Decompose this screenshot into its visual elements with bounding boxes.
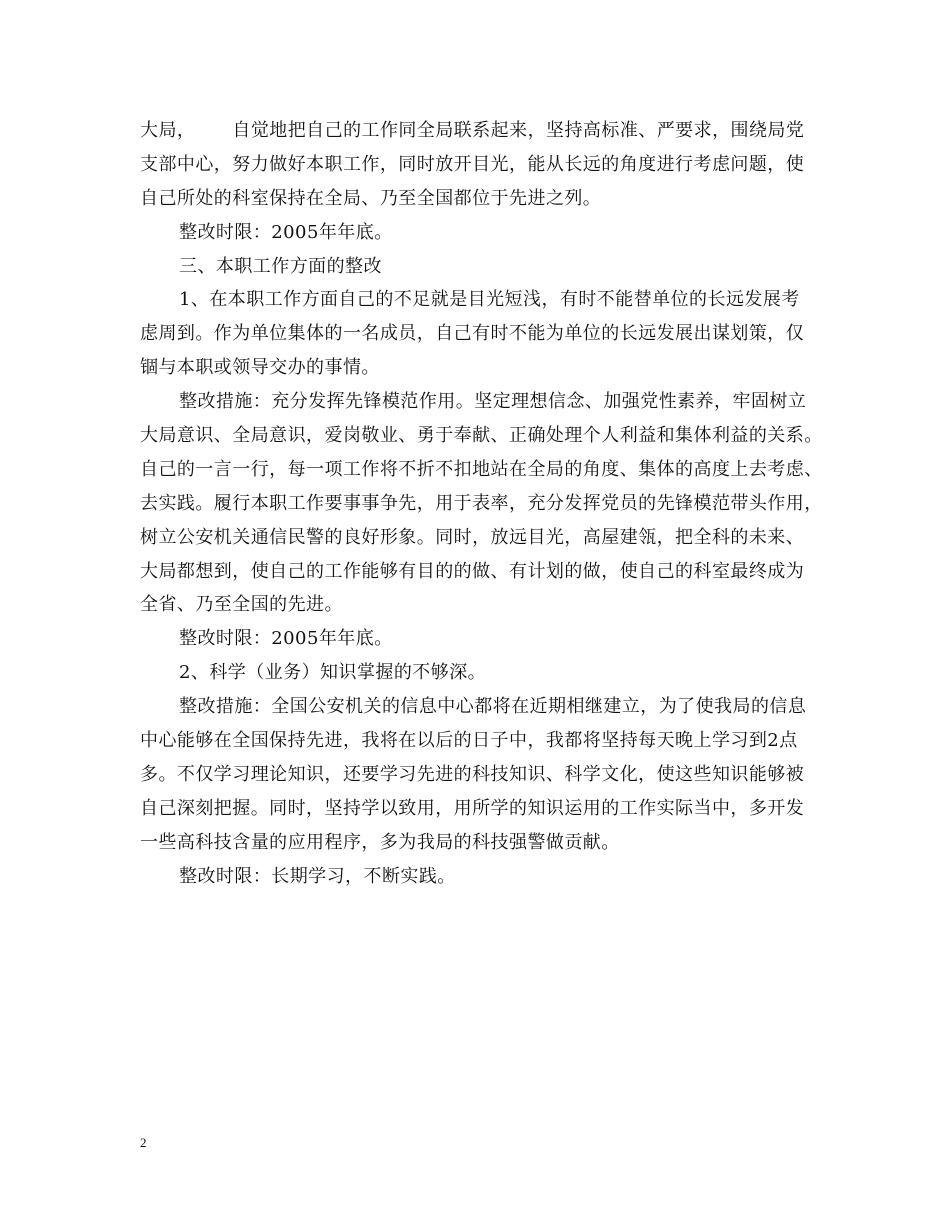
text-line-18: 整改措施：全国公安机关的信息中心都将在近期相继建立，为了使我局的信息 [179, 696, 807, 718]
text-line-22: 一些高科技含量的应用程序，多为我局的科技强警做贡献。 [140, 831, 620, 853]
text-line-6: 1、在本职工作方面自己的不足就是目光短浅，有时不能替单位的长远发展考 [179, 289, 800, 311]
text-line-1: 大局， 自觉地把自己的工作同全局联系起来，坚持高标准、严要求，围绕局党 [140, 120, 805, 141]
text-line-7: 虑周到。作为单位集体的一名成员，自己有时不能为单位的长远发展出谋划策，仅 [140, 323, 805, 345]
text-line-14: 大局都想到，使自己的工作能够有目的的做、有计划的做，使自己的科室最终成为 [140, 560, 805, 582]
text-line-21: 自己深刻把握。同时，坚持学以致用，用所学的知识运用的工作实际当中，多开发 [140, 797, 805, 819]
text-line-8: 锢与本职或领导交办的事情。 [140, 357, 380, 379]
section-heading: 三、本职工作方面的整改 [179, 255, 382, 277]
text-line-2: 支部中心，努力做好本职工作，同时放开目光，能从长远的角度进行考虑问题，使 [140, 153, 805, 175]
text-line-17: 2、科学（业务）知识掌握的不够深。 [179, 662, 487, 684]
text-line-12: 去实践。履行本职工作要事事争先，用于表率，充分发挥党员的先锋模范带头作用， [140, 492, 823, 514]
text-line-10: 大局意识、全局意识，爱岗敬业、勇于奉献、正确处理个人利益和集体利益的关系。 [140, 425, 823, 447]
text-line-4: 整改时限：2005年年底。 [179, 221, 393, 243]
text-line-9: 整改措施：充分发挥先锋模范作用。坚定理想信念、加强党性素养，牢固树立 [179, 391, 807, 413]
text-line-3: 自己所处的科室保持在全局、乃至全国都位于先进之列。 [140, 187, 602, 209]
text-line-19: 中心能够在全国保持先进，我将在以后的日子中，我都将坚持每天晚上学习到2点 [140, 730, 798, 752]
text-line-15: 全省、乃至全国的先进。 [140, 594, 343, 616]
document-body [140, 114, 823, 893]
text-line-20: 多。不仅学习理论知识，还要学习先进的科技知识、科学文化，使这些知识能够被 [140, 763, 805, 785]
text-line-16: 整改时限：2005年年底。 [179, 628, 393, 650]
text-line-11: 自己的一言一行，每一项工作将不折不扣地站在全局的角度、集体的高度上去考虑、 [140, 458, 823, 480]
text-line-23: 整改时限：长期学习，不断实践。 [179, 865, 456, 887]
page-number: 2 [140, 1135, 147, 1150]
text-line-13: 树立公安机关通信民警的良好形象。同时，放远目光，高屋建瓴，把全科的未来、 [140, 526, 805, 548]
